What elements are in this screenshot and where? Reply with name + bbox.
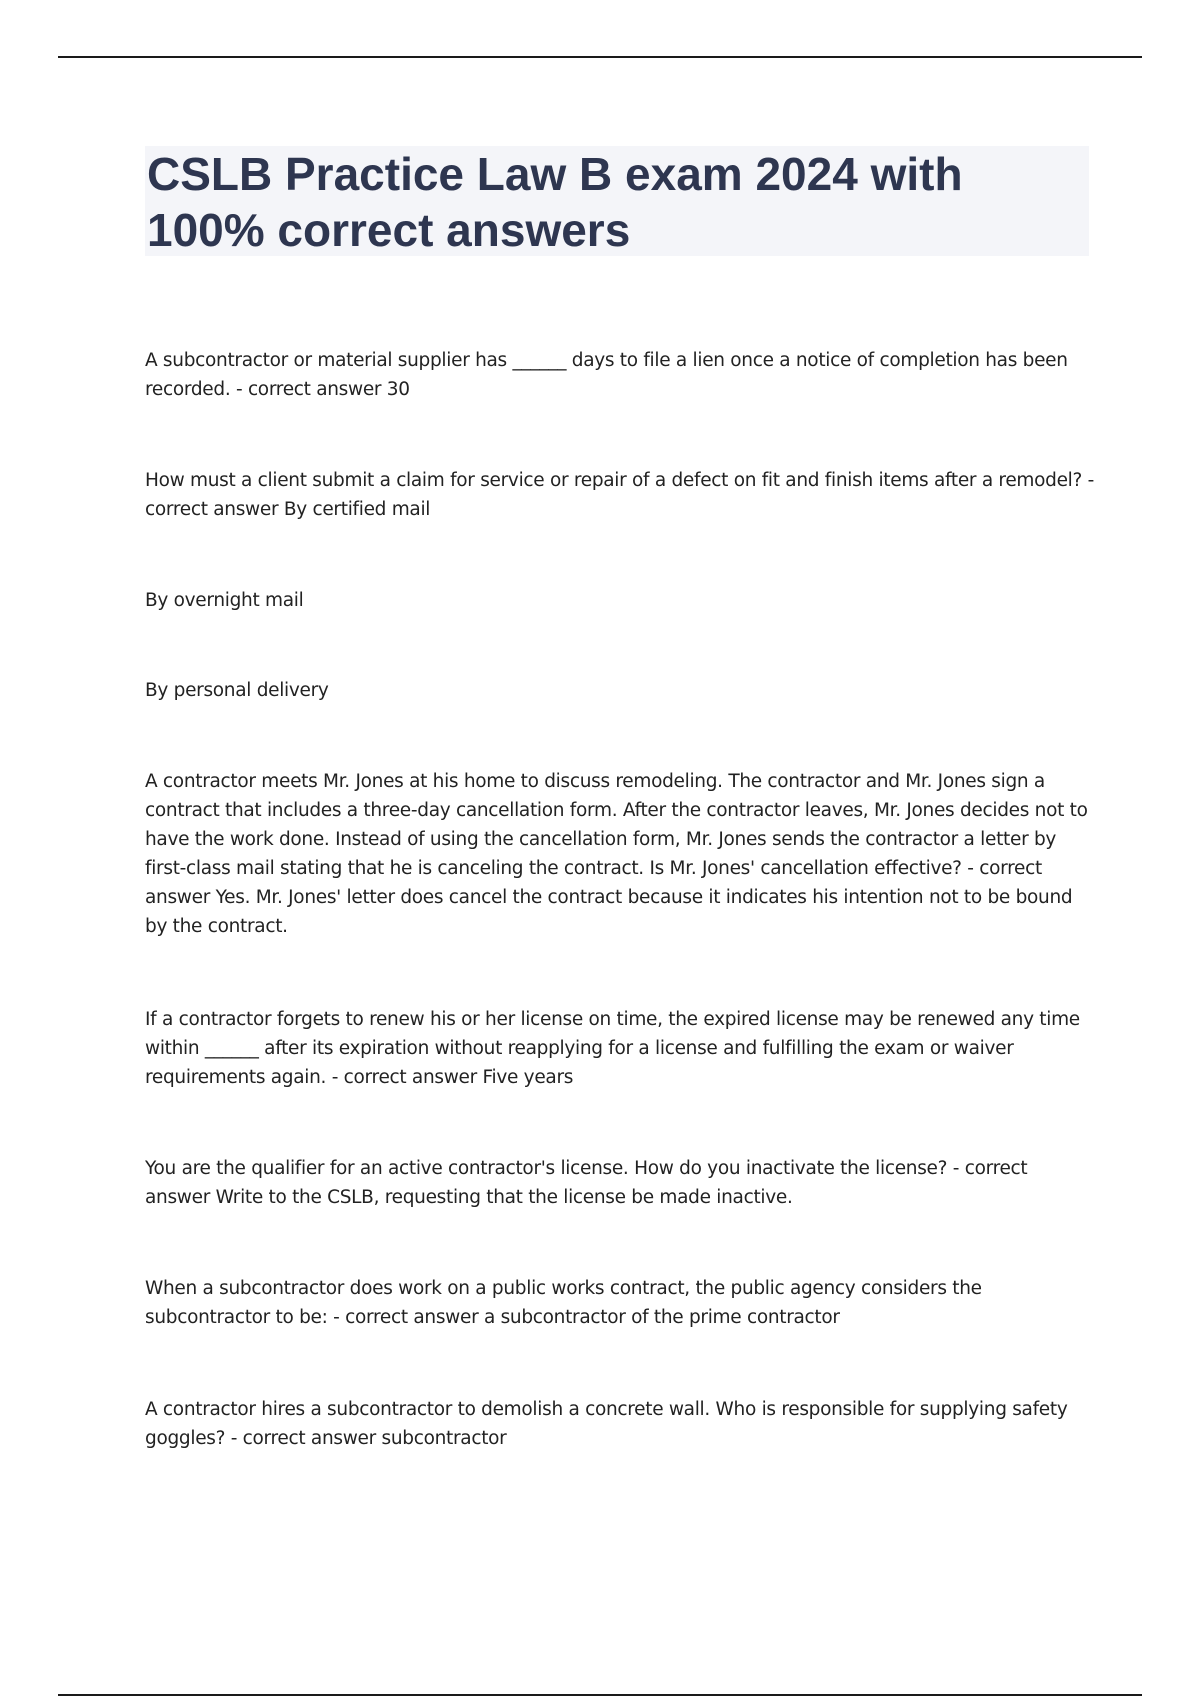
qa-entry: By overnight mail xyxy=(145,590,304,611)
qa-entry: How must a client submit a claim for service or repair of a defect on fit and finish items after a remodel? - correct answer By certified mail xyxy=(145,470,1094,520)
qa-entry: By personal delivery xyxy=(145,680,329,701)
qa-entry: You are the qualifier for an active contractor's license. How do you inactivate the license? - correct answer Write to the CSLB, requesting that the license be made inactive. xyxy=(145,1158,1028,1208)
qa-entry: A subcontractor or material supplier has ______ days to file a lien once a notice of completion has been recorded. - correct answer 30 xyxy=(145,350,1068,400)
qa-entry: If a contractor forgets to renew his or her license on time, the expired license may be renewed any time within ______ after its expiration without reapplying for a license and fulfilling the exam or waiver requirements again. - correct answer Five years xyxy=(145,1009,1080,1088)
footer-rule xyxy=(58,1694,1142,1696)
qa-entry: A contractor hires a subcontractor to demolish a concrete wall. Who is responsible for supplying safety goggles? - correct answer subcontractor xyxy=(145,1399,1068,1449)
document-title: CSLB Practice Law B exam 2024 with 100% correct answers xyxy=(147,148,963,256)
qa-entry: When a subcontractor does work on a public works contract, the public agency considers the subcontractor to be: - correct answer a subcontractor of the prime contractor xyxy=(145,1278,982,1328)
qa-entry: A contractor meets Mr. Jones at his home to discuss remodeling. The contractor and Mr. Jones sign a contract that includes a three-day cancellation form. After the contractor leaves, Mr. Jones decides not to have the work done. Instead of using the cancellation form, Mr. Jones sends the contractor a letter by first-class mail stating that he is canceling the contract. Is Mr. Jones' cancellation effective? - correct answer Yes. Mr. Jones' letter does cancel the contract because it indicates his intention not to be bound by the contract. xyxy=(145,771,1088,937)
title-block xyxy=(145,146,1089,256)
header-rule xyxy=(58,56,1142,58)
